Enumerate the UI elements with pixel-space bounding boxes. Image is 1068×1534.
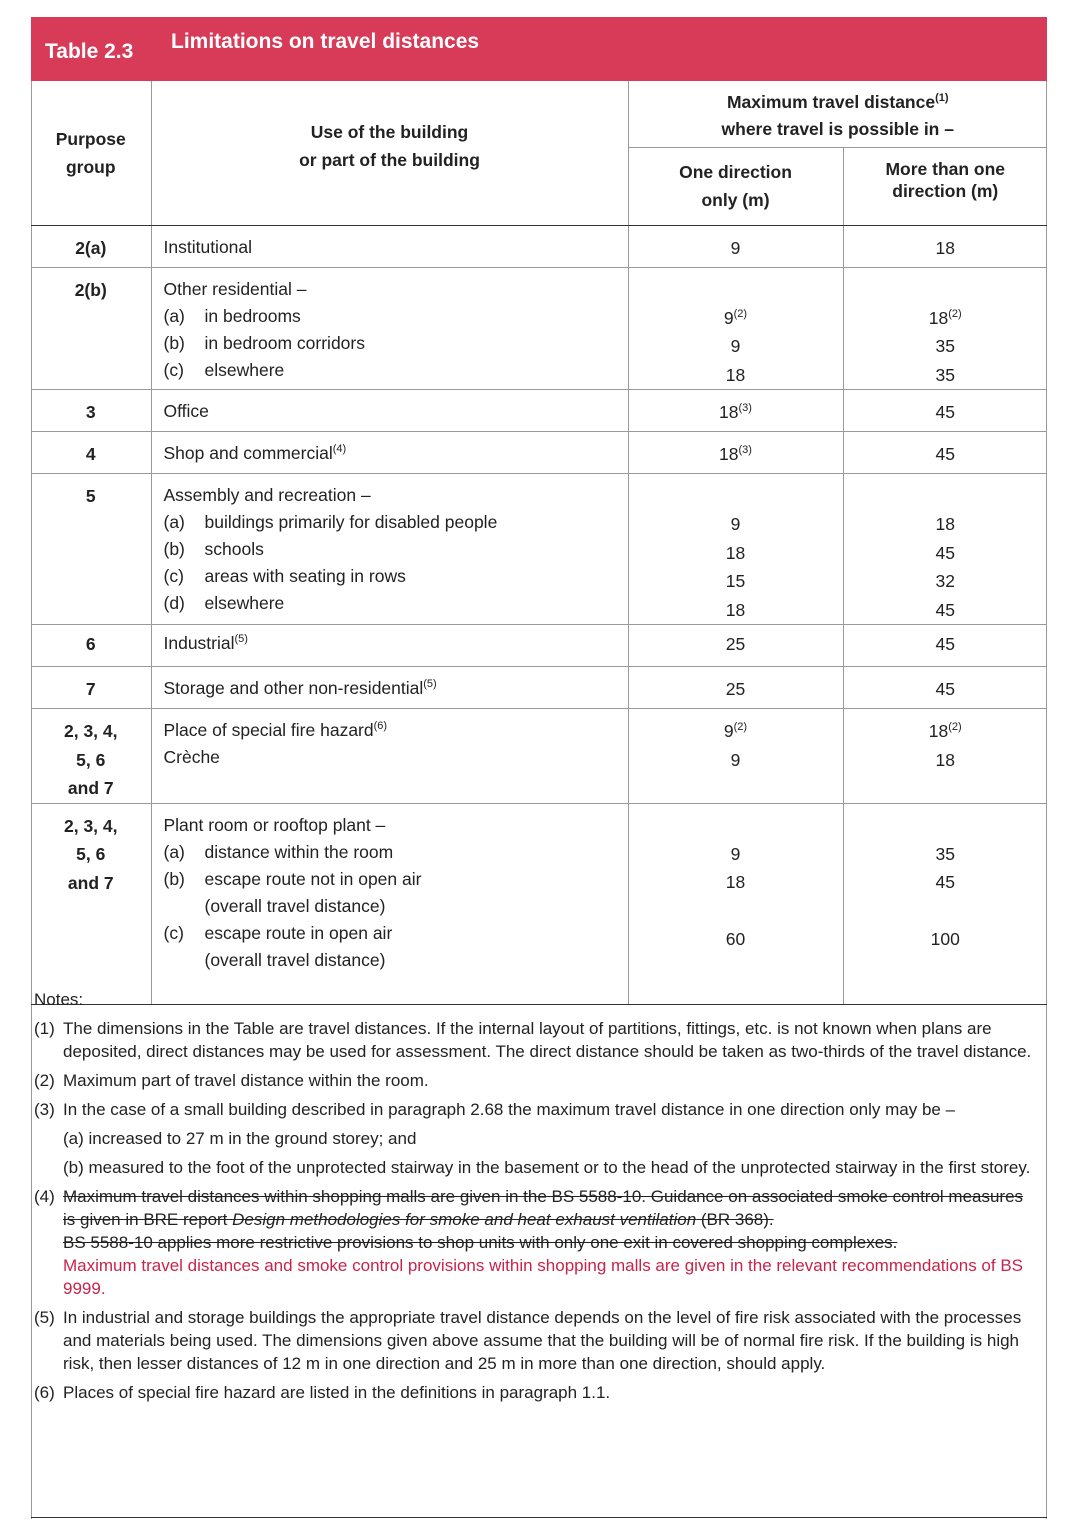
table-row bbox=[31, 709, 1047, 804]
header-purpose-group: Purpose group bbox=[31, 81, 151, 225]
use-cell: Assembly and recreation – (a) buildings primarily for disabled people (b) schools (c) areas with seating in rows (d) elsewhere bbox=[151, 474, 628, 625]
note-5: (5) In industrial and storage buildings the appropriate travel distance depends on the level of fire risk associated with the processes and materials being used. The dimensions given above assume that the building will be of normal fire risk. If the building is high risk, then lesser distances of 12 m in one direction and 25 m in more than one direction, should apply. bbox=[34, 1308, 1022, 1373]
more-direction-cell: 18$^{(2)}$ 18 bbox=[843, 709, 1047, 804]
notes-heading: Notes: bbox=[34, 990, 84, 1009]
note-6: (6) Places of special fire hazard are listed in the definitions in paragraph 1.1. bbox=[34, 1383, 611, 1402]
table-row bbox=[31, 225, 1047, 267]
one-direction-cell: 9$^{(2)}$ 9 bbox=[628, 709, 843, 804]
more-direction-cell: 45 bbox=[843, 625, 1047, 667]
header-more-than-one: More than one direction (m) bbox=[843, 147, 1047, 225]
one-direction-cell: 18$^{(3)}$ bbox=[628, 432, 843, 474]
one-direction-cell: 9 18 60 bbox=[628, 803, 843, 1004]
use-cell: Industrial$^{(5)}$ bbox=[151, 625, 628, 667]
one-direction-cell: 9$^{(2)}$ 9 18 bbox=[628, 267, 843, 390]
purpose-group-cell: 6 bbox=[31, 625, 151, 667]
more-direction-cell: 35 45 100 bbox=[843, 803, 1047, 1004]
note-4: (4) Maximum travel distances within shopping malls are given in the BS 5588-10. Guidance on associated smoke control measures is given in BRE report Design methodologies for smoke and heat exhaust ventilation (BR 368). BS 5588-10 applies more restrictive provisions to shop units with only one exit in covered shopping complexes. Maximum travel distances and smoke control provisions within shopping malls are given in the relevant recommendations of BS 9999. bbox=[34, 1185, 1039, 1300]
use-cell: Other residential – (a) in bedrooms (b) in bedroom corridors (c) elsewhere bbox=[151, 267, 628, 390]
header-one-direction: One direction only (m) bbox=[628, 147, 843, 225]
more-direction-cell: 45 bbox=[843, 390, 1047, 432]
more-direction-cell: 45 bbox=[843, 667, 1047, 709]
more-direction-cell: 18 bbox=[843, 225, 1047, 267]
table-row bbox=[31, 625, 1047, 667]
purpose-group-cell: 2, 3, 4, 5, 6 and 7 bbox=[31, 803, 151, 1004]
table-notes bbox=[34, 988, 1039, 1410]
table-row bbox=[31, 803, 1047, 1004]
header-max-travel: Maximum travel distance$^{(1)}$ where travel is possible in – bbox=[628, 81, 1047, 147]
purpose-group-cell: 3 bbox=[31, 390, 151, 432]
table-row bbox=[31, 474, 1047, 625]
table-title: Limitations on travel distances bbox=[171, 30, 480, 53]
more-direction-cell: 45 bbox=[843, 432, 1047, 474]
travel-distance-table bbox=[31, 81, 1047, 1005]
note-1: (1) The dimensions in the Table are travel distances. If the internal layout of partitions, fittings, etc. is not known when plans are deposited, direct distances may be used for assessment. The direct distance should be taken as two-thirds of the travel distance. bbox=[34, 1019, 1032, 1061]
purpose-group-cell: 7 bbox=[31, 667, 151, 709]
more-direction-cell: 18$^{(2)}$ 35 35 bbox=[843, 267, 1047, 390]
use-cell: Plant room or rooftop plant – (a) distance within the room (b) escape route not in open air (overall travel distance) (c) escape route in open air (overall travel distance) bbox=[151, 803, 628, 1004]
one-direction-cell: 25 bbox=[628, 625, 843, 667]
note-3: (3) In the case of a small building described in paragraph 2.68 the maximum travel distance in one direction only may be – (a) increased to 27 m in the ground storey; and (b) measured to the foot of the unprotected stairway in the basement or to the head of the unprotected stairway in the first storey. bbox=[34, 1100, 1031, 1177]
table-row bbox=[31, 390, 1047, 432]
table-number: Table 2.3 bbox=[45, 40, 134, 63]
use-cell: Place of special fire hazard$^{(6)}$ Crèche bbox=[151, 709, 628, 804]
purpose-group-cell: 4 bbox=[31, 432, 151, 474]
deleted-text: Maximum travel distances within shopping malls are given in the BS 5588-10. Guidance on associated smoke control measures is given in BRE report Design methodologies for smoke and heat exhaust ventilation (BR 368). bbox=[63, 1187, 1024, 1229]
use-cell: Storage and other non-residential$^{(5)}$ bbox=[151, 667, 628, 709]
purpose-group-cell: 2(b) bbox=[31, 267, 151, 390]
use-cell: Institutional bbox=[151, 225, 628, 267]
table-bottom-rule bbox=[31, 1517, 1047, 1518]
table-row bbox=[31, 267, 1047, 390]
one-direction-cell: 9 bbox=[628, 225, 843, 267]
more-direction-cell: 18 45 32 45 bbox=[843, 474, 1047, 625]
amended-text: Maximum travel distances and smoke control provisions within shopping malls are given in the relevant recommendations of BS 9999. bbox=[63, 1256, 1024, 1298]
purpose-group-cell: 5 bbox=[31, 474, 151, 625]
purpose-group-cell: 2, 3, 4, 5, 6 and 7 bbox=[31, 709, 151, 804]
one-direction-cell: 18$^{(3)}$ bbox=[628, 390, 843, 432]
deleted-text: BS 5588-10 applies more restrictive provisions to shop units with only one exit in covered shopping complexes. bbox=[63, 1233, 898, 1252]
one-direction-cell: 9 18 15 18 bbox=[628, 474, 843, 625]
one-direction-cell: 25 bbox=[628, 667, 843, 709]
header-use: Use of the building or part of the building bbox=[151, 81, 628, 225]
table-title-banner bbox=[31, 17, 1047, 81]
table-row bbox=[31, 667, 1047, 709]
use-cell: Office bbox=[151, 390, 628, 432]
use-cell: Shop and commercial$^{(4)}$ bbox=[151, 432, 628, 474]
table-row bbox=[31, 432, 1047, 474]
purpose-group-cell: 2(a) bbox=[31, 225, 151, 267]
note-2: (2) Maximum part of travel distance within the room. bbox=[34, 1071, 429, 1090]
